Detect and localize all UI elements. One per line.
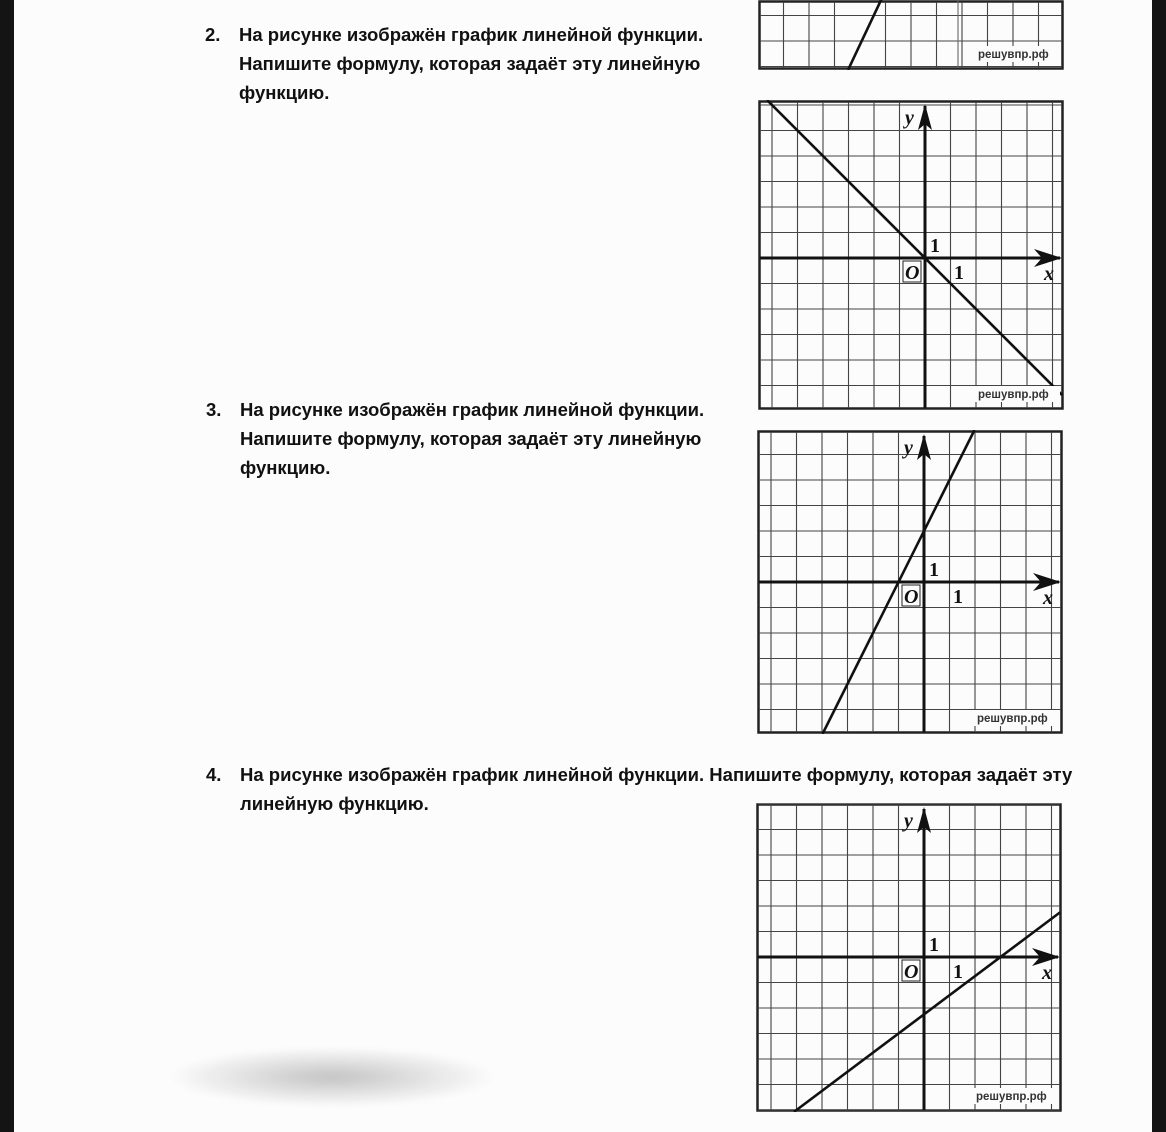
y-unit-label: 1 (929, 559, 939, 581)
problem-line: линейную функцию. (240, 793, 429, 814)
scan-smudge (172, 1048, 492, 1106)
problem-line: функцию. (239, 82, 330, 103)
graph-problem-2 (758, 100, 1064, 410)
origin-label: O (904, 586, 919, 608)
x-unit-label: 1 (953, 961, 963, 983)
problem-3 (206, 395, 766, 485)
problem-text (239, 20, 703, 107)
y-axis-label: y (905, 107, 914, 129)
problem-line: На рисунке изображён график линейной функции. (240, 399, 705, 420)
watermark: решувпр.рф (977, 713, 1048, 725)
origin-label: O (905, 262, 920, 284)
graph-svg (757, 430, 1063, 734)
y-unit-label: 1 (929, 934, 939, 956)
x-axis-label: x (1042, 962, 1052, 984)
origin-label: O (904, 961, 919, 983)
problem-line: На рисунке изображён график линейной функции. (239, 24, 704, 45)
function-line (767, 100, 1062, 395)
graph-problem-4 (756, 803, 1062, 1112)
graph-frame (760, 102, 1063, 409)
problem-line: Напишите формулу, которая задаёт эту линейную (240, 428, 702, 449)
y-axis-label: y (904, 437, 913, 459)
problem-text (240, 395, 704, 482)
problem-line: Напишите формулу, которая задаёт эту линейную (239, 53, 701, 74)
problem-number: 2. (205, 24, 221, 45)
x-axis-label: x (1044, 263, 1054, 285)
worksheet-page (14, 0, 1152, 1132)
y-axis-label: y (904, 810, 913, 832)
watermark: решувпр.рф (978, 389, 1049, 401)
function-line (848, 0, 882, 70)
problem-line: функцию. (240, 457, 331, 478)
watermark: решувпр.рф (976, 1091, 1047, 1103)
x-unit-label: 1 (953, 586, 963, 608)
y-unit-label: 1 (930, 235, 940, 257)
x-axis-label: x (1043, 587, 1053, 609)
graph-svg (758, 0, 1064, 70)
graph-svg (756, 803, 1062, 1112)
graph-svg (758, 100, 1064, 410)
watermark: решувпр.рф (978, 49, 1049, 61)
x-unit-label: 1 (954, 262, 964, 284)
function-line (794, 912, 1060, 1112)
graph-problem-3 (757, 430, 1063, 734)
problem-number: 4. (206, 764, 222, 785)
problem-line: На рисунке изображён график линейной функции. Напишите формулу, которая задаёт эту (240, 764, 1073, 785)
problem-number: 3. (206, 399, 222, 420)
problem-2 (205, 20, 765, 110)
graph-top-cropped (758, 0, 1064, 70)
